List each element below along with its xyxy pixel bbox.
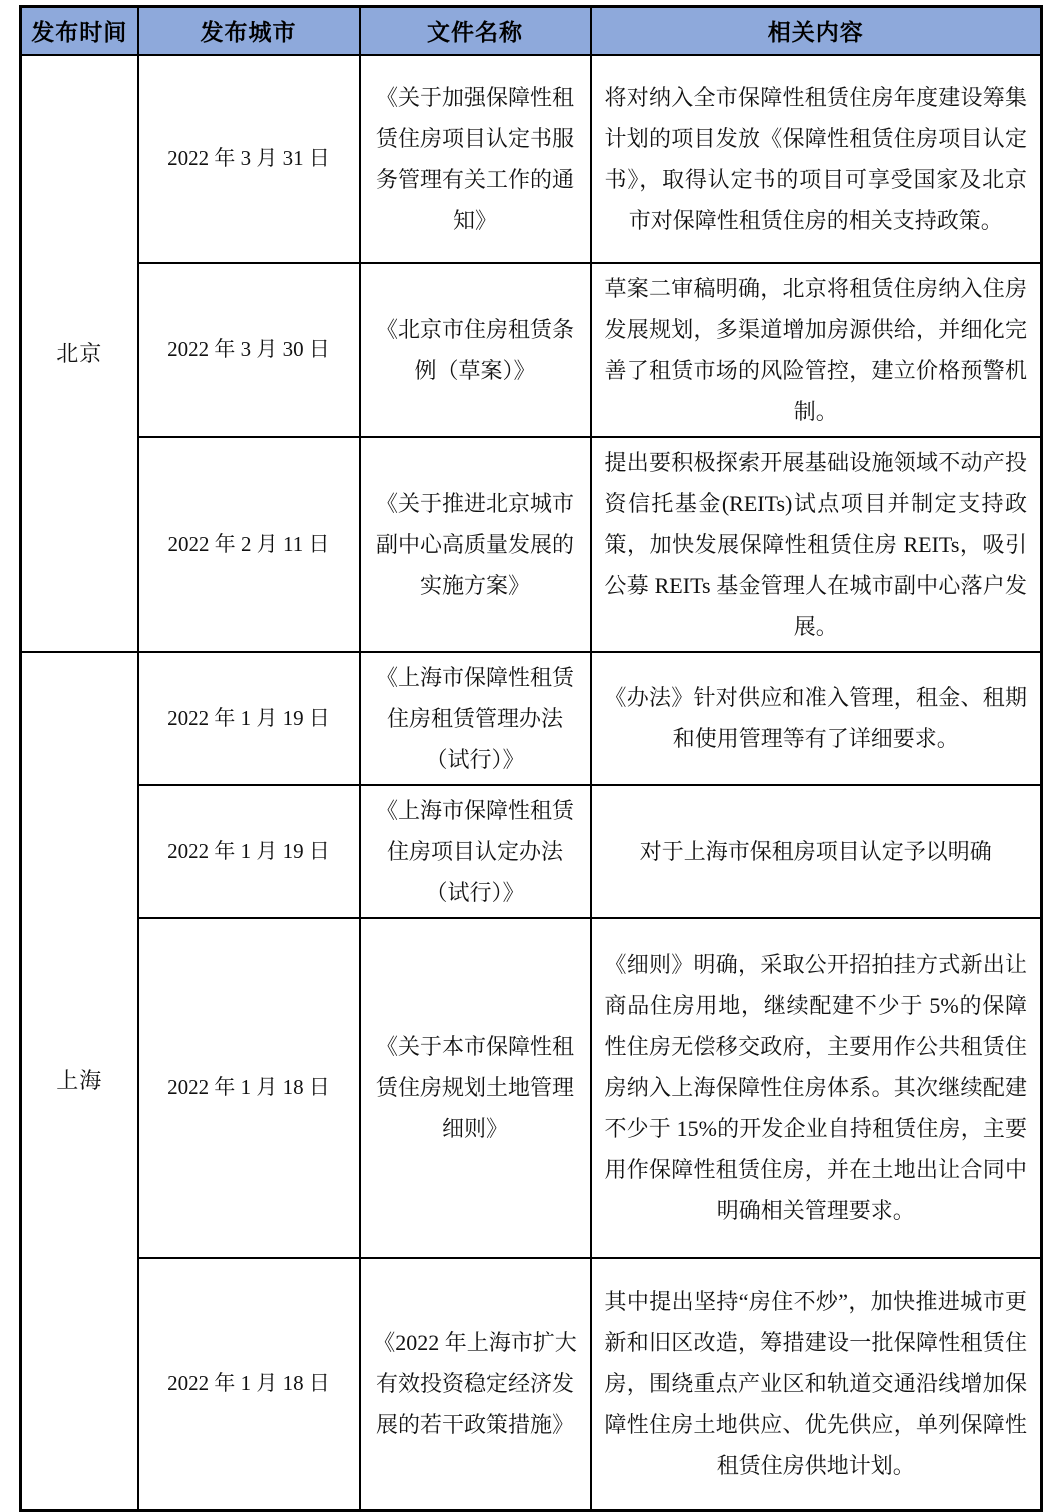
date-cell: 2022 年 3 月 30 日 [138,263,360,437]
content-cell: 草案二审稿明确，北京将租赁住房纳入住房发展规划，多渠道增加房源供给，并细化完善了租赁市场的风险管控，建立价格预警机制。 [591,263,1042,437]
content-cell: 其中提出坚持“房住不炒”，加快推进城市更新和旧区改造，筹措建设一批保障性租赁住房，围绕重点产业区和轨道交通沿线增加保障性住房土地供应、优先供应，单列保障性租赁住房供地计划。 [591,1258,1042,1511]
col-header-publish-city: 发布城市 [138,7,360,55]
table-row [21,437,1042,652]
col-header-doc-name: 文件名称 [360,7,591,55]
doc-name-cell: 《关于本市保障性租赁住房规划土地管理细则》 [360,918,591,1258]
doc-name-cell: 《上海市保障性租赁住房项目认定办法（试行）》 [360,785,591,918]
content-cell: 提出要积极探索开展基础设施领域不动产投资信托基金(REITs)试点项目并制定支持政策，加快发展保障性租赁住房 REITs，吸引公募 REITs 基金管理人在城市副中心落户发展。 [591,437,1042,652]
content-cell: 《办法》针对供应和准入管理，租金、租期和使用管理等有了详细要求。 [591,652,1042,785]
date-cell: 2022 年 1 月 18 日 [138,1258,360,1511]
date-cell: 2022 年 3 月 31 日 [138,55,360,263]
table-row [21,785,1042,918]
content-cell: 《细则》明确，采取公开招拍挂方式新出让商品住房用地，继续配建不少于 5%的保障性住房无偿移交政府，主要用作公共租赁住房纳入上海保障性住房体系。其次继续配建不少于 15%的开发企业自持租赁住房，主要用作保障性租赁住房，并在土地出让合同中明确相关管理要求。 [591,918,1042,1258]
date-cell: 2022 年 1 月 19 日 [138,652,360,785]
doc-name-cell: 《关于推进北京城市副中心高质量发展的实施方案》 [360,437,591,652]
policy-table-container [19,5,1040,1512]
doc-name-cell: 《关于加强保障性租赁住房项目认定书服务管理有关工作的通知》 [360,55,591,263]
doc-name-cell: 《2022 年上海市扩大有效投资稳定经济发展的若干政策措施》 [360,1258,591,1511]
col-header-publish-time: 发布时间 [21,7,138,55]
housing-policy-table [19,5,1043,1512]
table-row [21,55,1042,263]
table-row [21,918,1042,1258]
content-cell: 将对纳入全市保障性租赁住房年度建设筹集计划的项目发放《保障性租赁住房项目认定书》，取得认定书的项目可享受国家及北京市对保障性租赁住房的相关支持政策。 [591,55,1042,263]
date-cell: 2022 年 2 月 11 日 [138,437,360,652]
doc-name-cell: 《北京市住房租赁条例（草案）》 [360,263,591,437]
table-row [21,263,1042,437]
date-cell: 2022 年 1 月 18 日 [138,918,360,1258]
table-row [21,1258,1042,1511]
city-cell-beijing: 北京 [21,55,138,652]
col-header-related-content: 相关内容 [591,7,1042,55]
date-cell: 2022 年 1 月 19 日 [138,785,360,918]
doc-name-cell: 《上海市保障性租赁住房租赁管理办法（试行）》 [360,652,591,785]
content-cell: 对于上海市保租房项目认定予以明确 [591,785,1042,918]
city-cell-shanghai: 上海 [21,652,138,1511]
header-row [21,7,1042,55]
table-row [21,652,1042,785]
